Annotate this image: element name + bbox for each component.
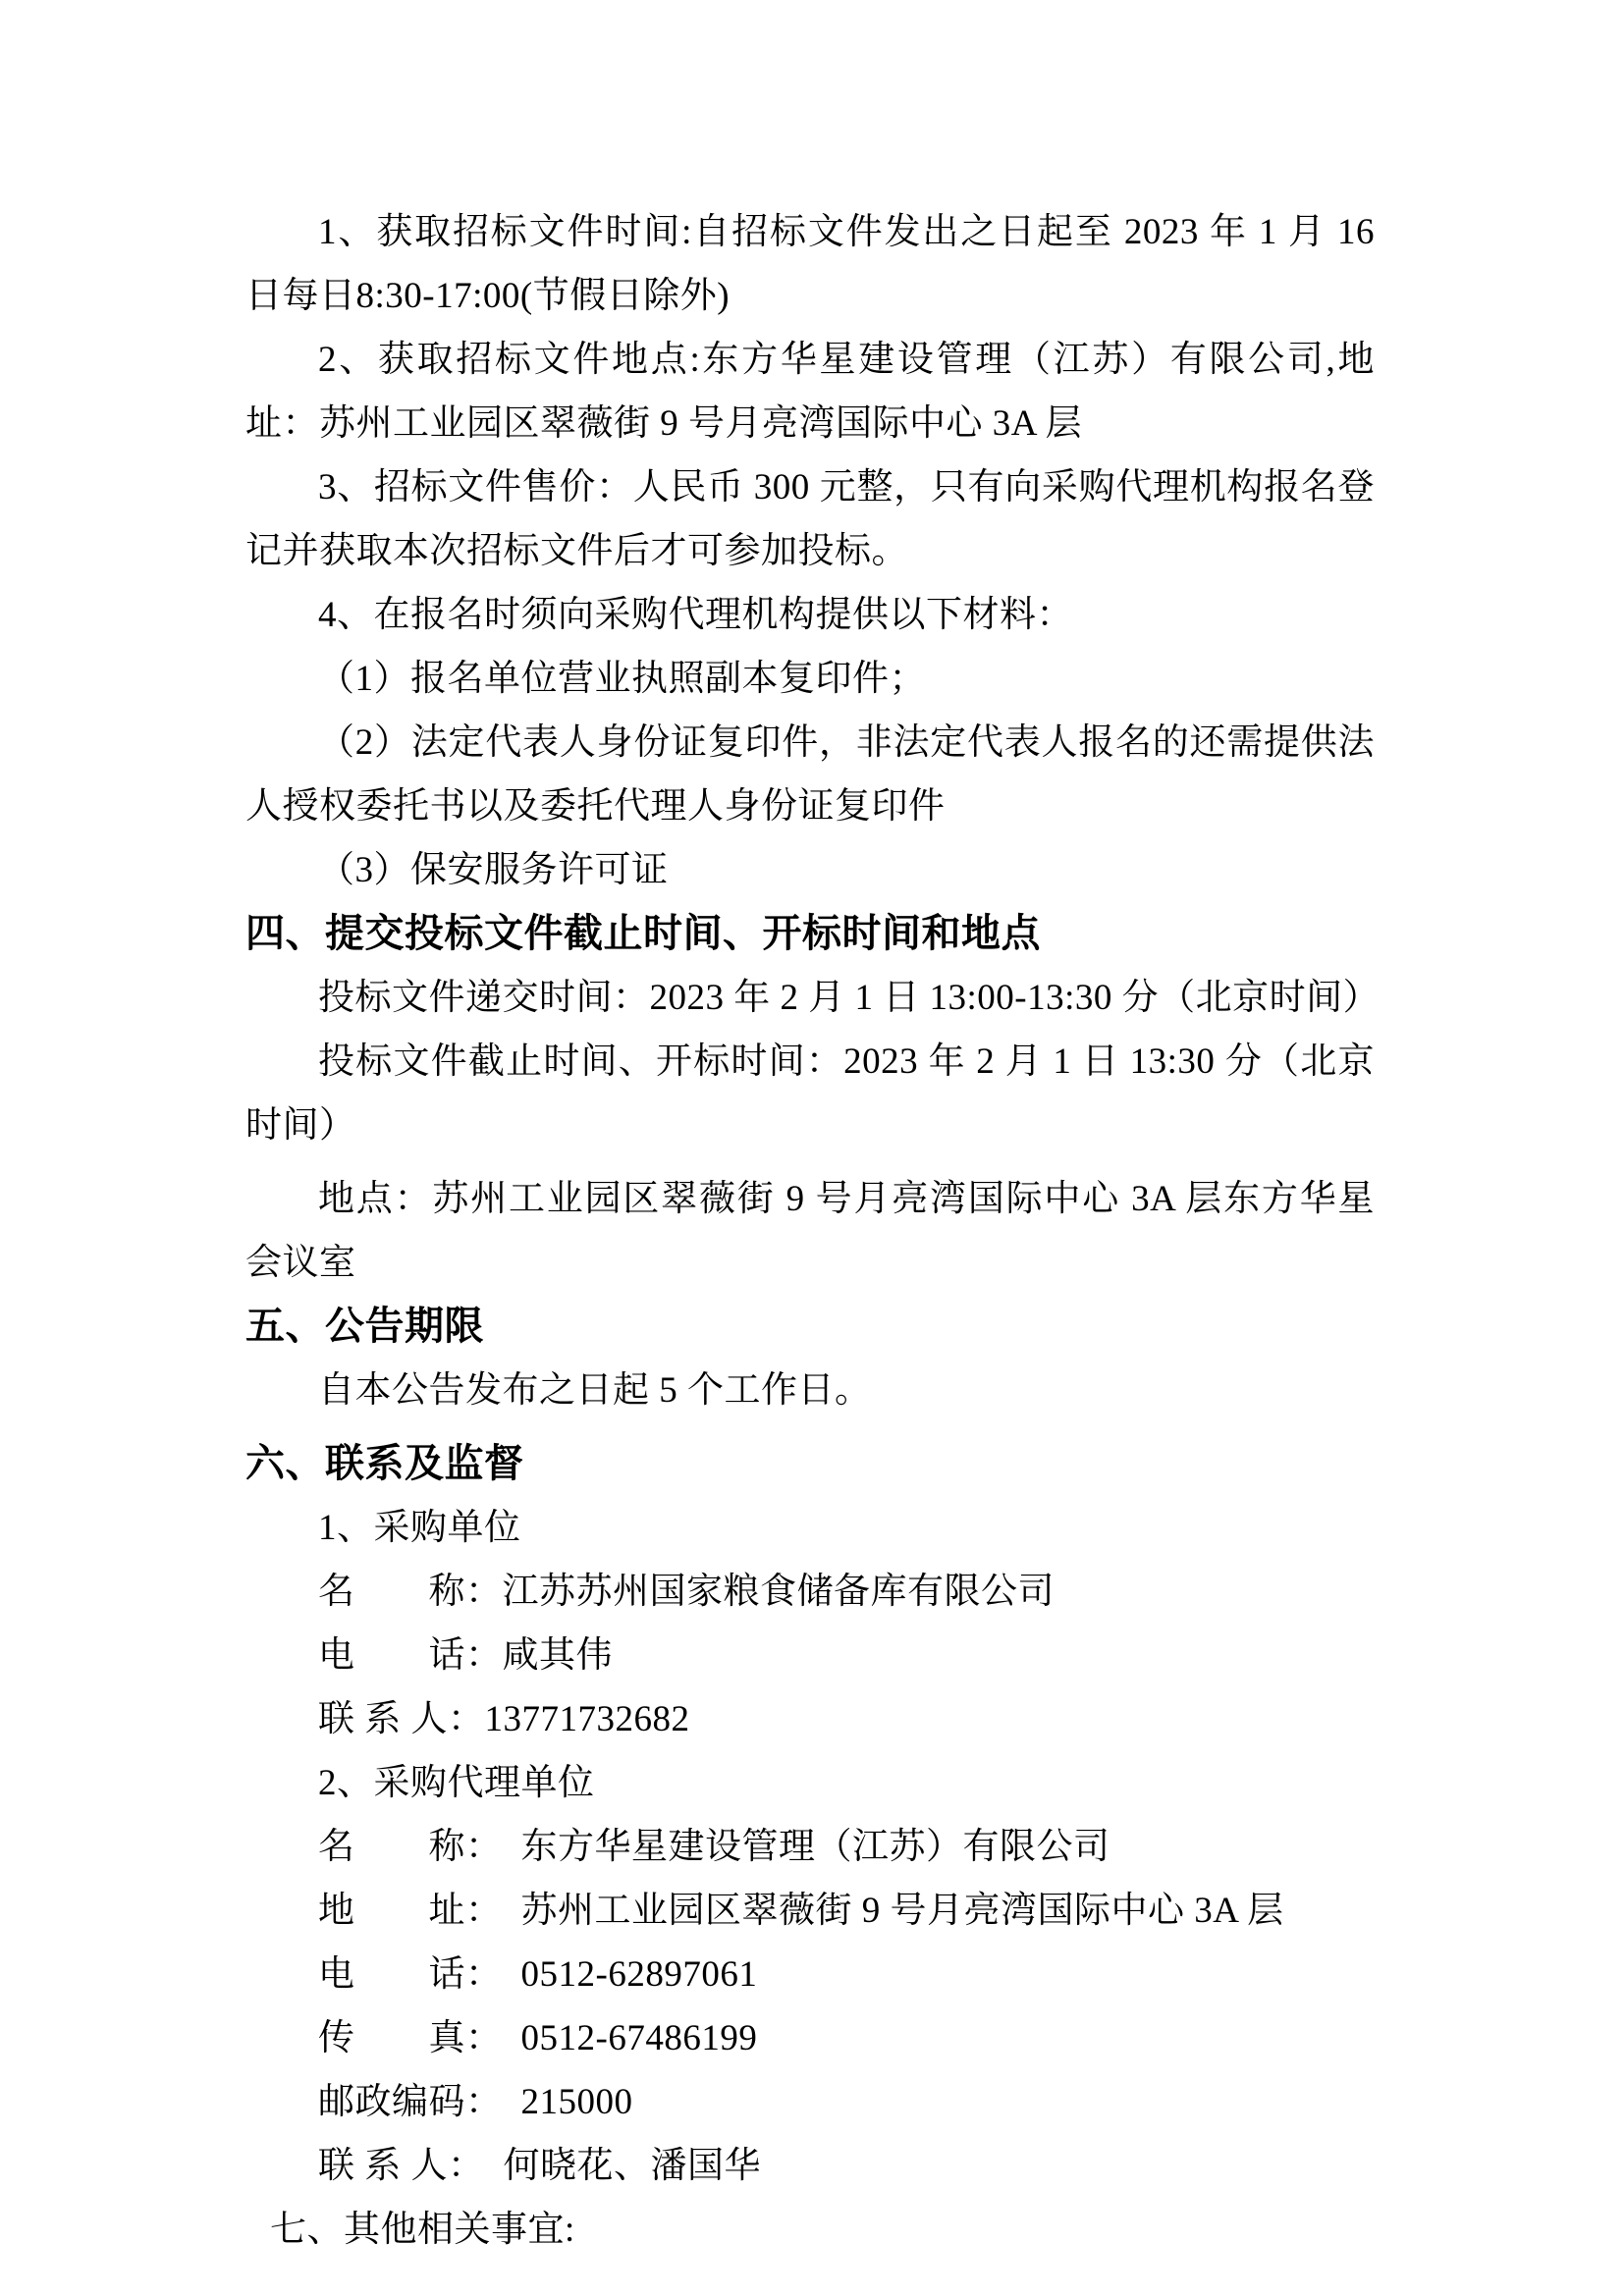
paragraph-doc-price: 3、招标文件售价：人民币 300 元整，只有向采购代理机构报名登记并获取本次招标文件后才可参加投标。 bbox=[245, 467, 1375, 571]
paragraph-agency-contact: 联 系 人： 何晓花、潘国华 bbox=[318, 2146, 761, 2186]
paragraph-announcement-period: 自本公告发布之日起 5 个工作日。 bbox=[318, 1370, 872, 1411]
paragraph-submission-time: 投标文件递交时间：2023 年 2 月 1 日 13:00-13:30 分（北京时间） bbox=[318, 978, 1380, 1018]
paragraph-opening-location: 地点：苏州工业园区翠薇街 9 号月亮湾国际中心 3A 层东方华星会议室 bbox=[245, 1179, 1375, 1283]
paragraph-agency-title: 2、采购代理单位 bbox=[318, 1763, 595, 1803]
paragraph-agency-postcode: 邮政编码： 215000 bbox=[318, 2082, 633, 2122]
paragraph-material-3: （3）保安服务许可证 bbox=[318, 850, 669, 890]
paragraph-agency-address: 地 址： 苏州工业园区翠薇街 9 号月亮湾国际中心 3A 层 bbox=[318, 1891, 1284, 1931]
heading-section-4: 四、提交投标文件截止时间、开标时间和地点 bbox=[245, 912, 1041, 955]
section-7-title: 七、其他相关事宜: bbox=[270, 2210, 575, 2250]
paragraph-deadline-opening-time: 投标文件截止时间、开标时间：2023 年 2 月 1 日 13:30 分（北京时间） bbox=[245, 1041, 1375, 1146]
paragraph-doc-location: 2、获取招标文件地点:东方华星建设管理（江苏）有限公司,地址：苏州工业园区翠薇街 9 号月亮湾国际中心 3A 层 bbox=[245, 340, 1375, 444]
paragraph-material-1: （1）报名单位营业执照副本复印件； bbox=[318, 659, 926, 699]
paragraph-material-2: （2）法定代表人身份证复印件，非法定代表人报名的还需提供法人授权委托书以及委托代理人身份证复印件 bbox=[245, 722, 1375, 827]
paragraph-purchaser-title: 1、采购单位 bbox=[318, 1508, 521, 1548]
paragraph-agency-fax: 传 真： 0512-67486199 bbox=[318, 2018, 758, 2058]
paragraph-agency-phone: 电 话： 0512-62897061 bbox=[318, 1954, 758, 1995]
paragraph-agency-name: 名 称： 东方华星建设管理（江苏）有限公司 bbox=[318, 1827, 1110, 1867]
paragraph-materials-intro: 4、在报名时须向采购代理机构提供以下材料： bbox=[318, 595, 1073, 635]
heading-section-5: 五、公告期限 bbox=[245, 1305, 484, 1348]
paragraph-doc-time: 1、获取招标文件时间:自招标文件发出之日起至 2023 年 1 月 16 日每日8:30-17:00(节假日除外) bbox=[245, 212, 1375, 316]
heading-section-6: 六、联系及监督 bbox=[245, 1442, 524, 1485]
paragraph-purchaser-phone: 电 话：咸其伟 bbox=[318, 1635, 613, 1676]
paragraph-purchaser-name: 名 称：江苏苏州国家粮食储备库有限公司 bbox=[318, 1572, 1055, 1612]
paragraph-purchaser-contact: 联 系 人：13771732682 bbox=[318, 1699, 690, 1739]
